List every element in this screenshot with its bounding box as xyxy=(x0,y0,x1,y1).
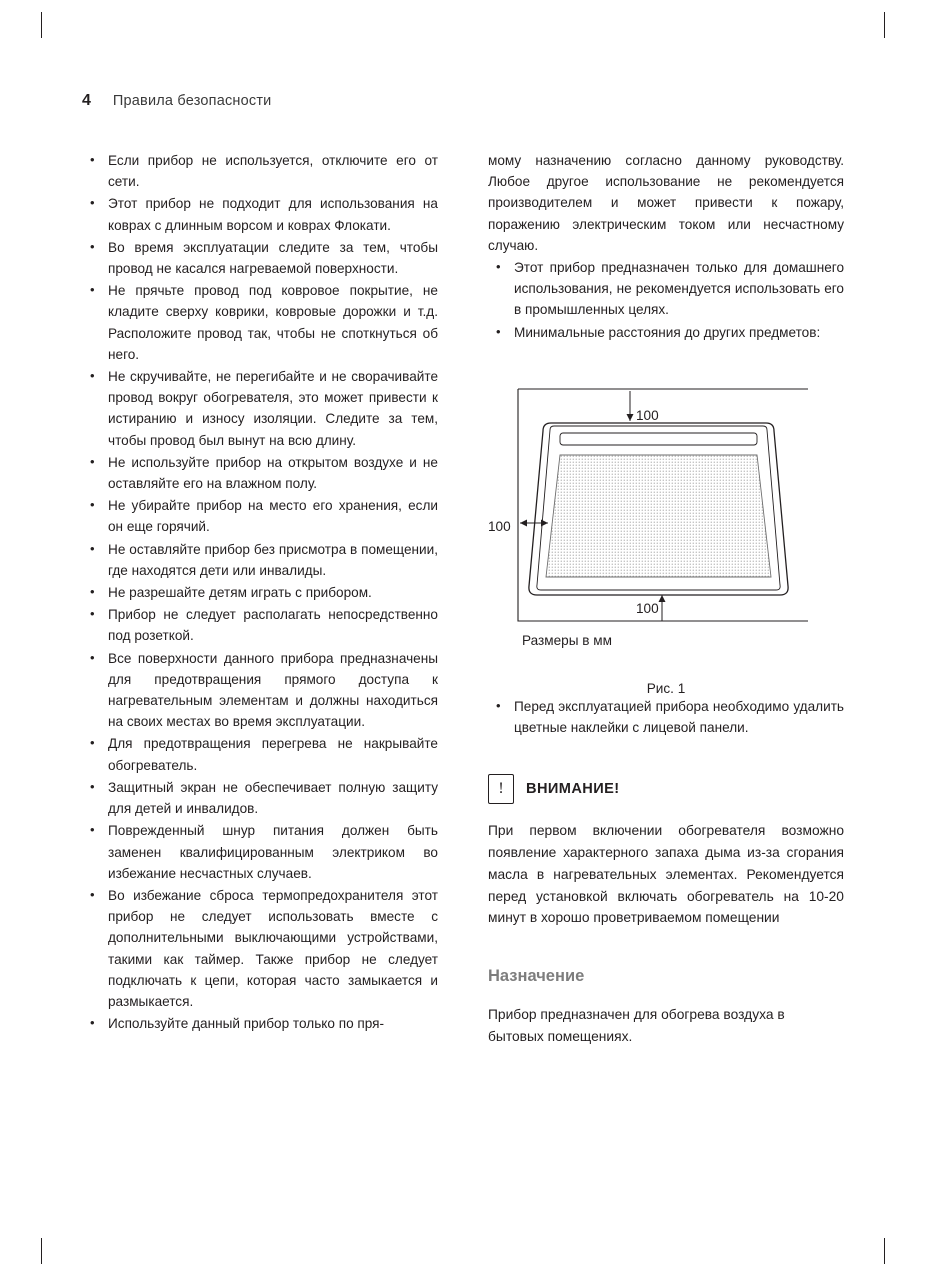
crop-mark-top-left xyxy=(41,12,42,38)
figure-heater-clearances xyxy=(488,371,844,671)
left-column xyxy=(82,150,438,1035)
section-text: Прибор предназначен для обогрева воздуха в бытовых помещениях. xyxy=(488,1007,785,1045)
list-item: • Не используйте прибор на открытом воздухе и не оставляйте его на влажном полу. xyxy=(82,452,438,494)
list-item: • Для предотвращения перегрева не накрывайте обогреватель. xyxy=(82,733,438,775)
list-item: • Прибор не следует располагать непосредственно под розеткой. xyxy=(82,604,438,646)
list-item: • Этот прибор не подходит для использования на коврах с длинным ворсом и коврах Флокати. xyxy=(82,193,438,235)
list-item: • Поврежденный шнур питания должен быть заменен квалифицированным электриком во избежание несчастных случаев. xyxy=(82,820,438,884)
list-item: • Все поверхности данного прибора предназначены для предотвращения прямого доступа к нагревательным элементам и должны находиться на своих местах во время эксплуатации. xyxy=(82,648,438,733)
warning-title: ВНИМАНИЕ! xyxy=(526,781,620,798)
list-item: • Не скручивайте, не перегибайте и не сворачивайте провод вокруг обогревателя, это может привести к истиранию и износу изоляции. Следите за тем, чтобы провод был вынут на всю длину. xyxy=(82,366,438,451)
figure-caption: Рис. 1 xyxy=(646,680,686,696)
exclamation-icon: ! xyxy=(488,774,514,804)
crop-mark-bottom-right xyxy=(884,1238,885,1264)
figure-units-note: Размеры в мм xyxy=(522,632,612,648)
continuation-paragraph: мому назначению согласно данному руководству. Любое другое использование не рекомендуется производителем и может привести к пожару, поражению электрическим током или несчастному случаю. xyxy=(488,153,844,253)
warning-text: При первом включении обогревателя возможно появление характерного запаха дыма из-за сгорания масла в нагревательных элементах. Рекомендуется перед установкой включать обогреватель на 10-20 минут в хорошо проветриваемом помещении xyxy=(488,823,844,926)
list-item: • Защитный экран не обеспечивает полную защиту для детей и инвалидов. xyxy=(82,777,438,819)
page-number: 4 xyxy=(82,92,91,109)
list-item: • Перед эксплуатацией прибора необходимо удалить цветные наклейки с лицевой панели. xyxy=(488,696,844,738)
list-item: • Не прячьте провод под ковровое покрытие, не кладите сверху коврики, ковровые дорожки и т.д. Расположите провод так, чтобы не споткнуться об него. xyxy=(82,280,438,365)
crop-mark-bottom-left xyxy=(41,1238,42,1264)
page-title: Правила безопасности xyxy=(112,93,272,109)
list-item: • Минимальные расстояния до других предметов: xyxy=(488,322,844,343)
crop-mark-top-right xyxy=(884,12,885,38)
section-heading: Назначение xyxy=(488,967,585,986)
safety-rules-list-right xyxy=(488,257,844,343)
after-figure-list xyxy=(488,696,844,738)
list-item: • Используйте данный прибор только по пря- xyxy=(82,1013,438,1034)
figure-drawing xyxy=(488,371,844,661)
list-item: • Не оставляйте прибор без присмотра в помещении, где находятся дети или инвалиды. xyxy=(82,539,438,581)
list-item: • Если прибор не используется, отключите его от сети. xyxy=(82,150,438,192)
right-column xyxy=(488,150,844,1048)
list-item: • Не разрешайте детям играть с прибором. xyxy=(82,582,438,603)
list-item: • Не убирайте прибор на место его хранения, если он еще горячий. xyxy=(82,495,438,537)
dimension-label-bottom: 100 xyxy=(636,600,659,616)
list-item: • Этот прибор предназначен только для домашнего использования, не рекомендуется использовать его в промышленных целях. xyxy=(488,257,844,321)
dimension-label-top: 100 xyxy=(636,407,659,423)
warning-header xyxy=(488,774,844,804)
warning-block xyxy=(488,774,844,929)
dimension-label-left: 100 xyxy=(488,518,511,534)
safety-rules-list-left xyxy=(82,150,438,1034)
list-item: • Во избежание сброса термопредохранителя этот прибор не следует использовать вместе с дополнительными выключающими устройствами, такими как таймер. Также прибор не следует подключать к цепи, которая часто замыкается и размыкается. xyxy=(82,885,438,1012)
list-item: • Во время эксплуатации следите за тем, чтобы провод не касался нагреваемой поверхности. xyxy=(82,237,438,279)
page-header xyxy=(82,92,271,110)
